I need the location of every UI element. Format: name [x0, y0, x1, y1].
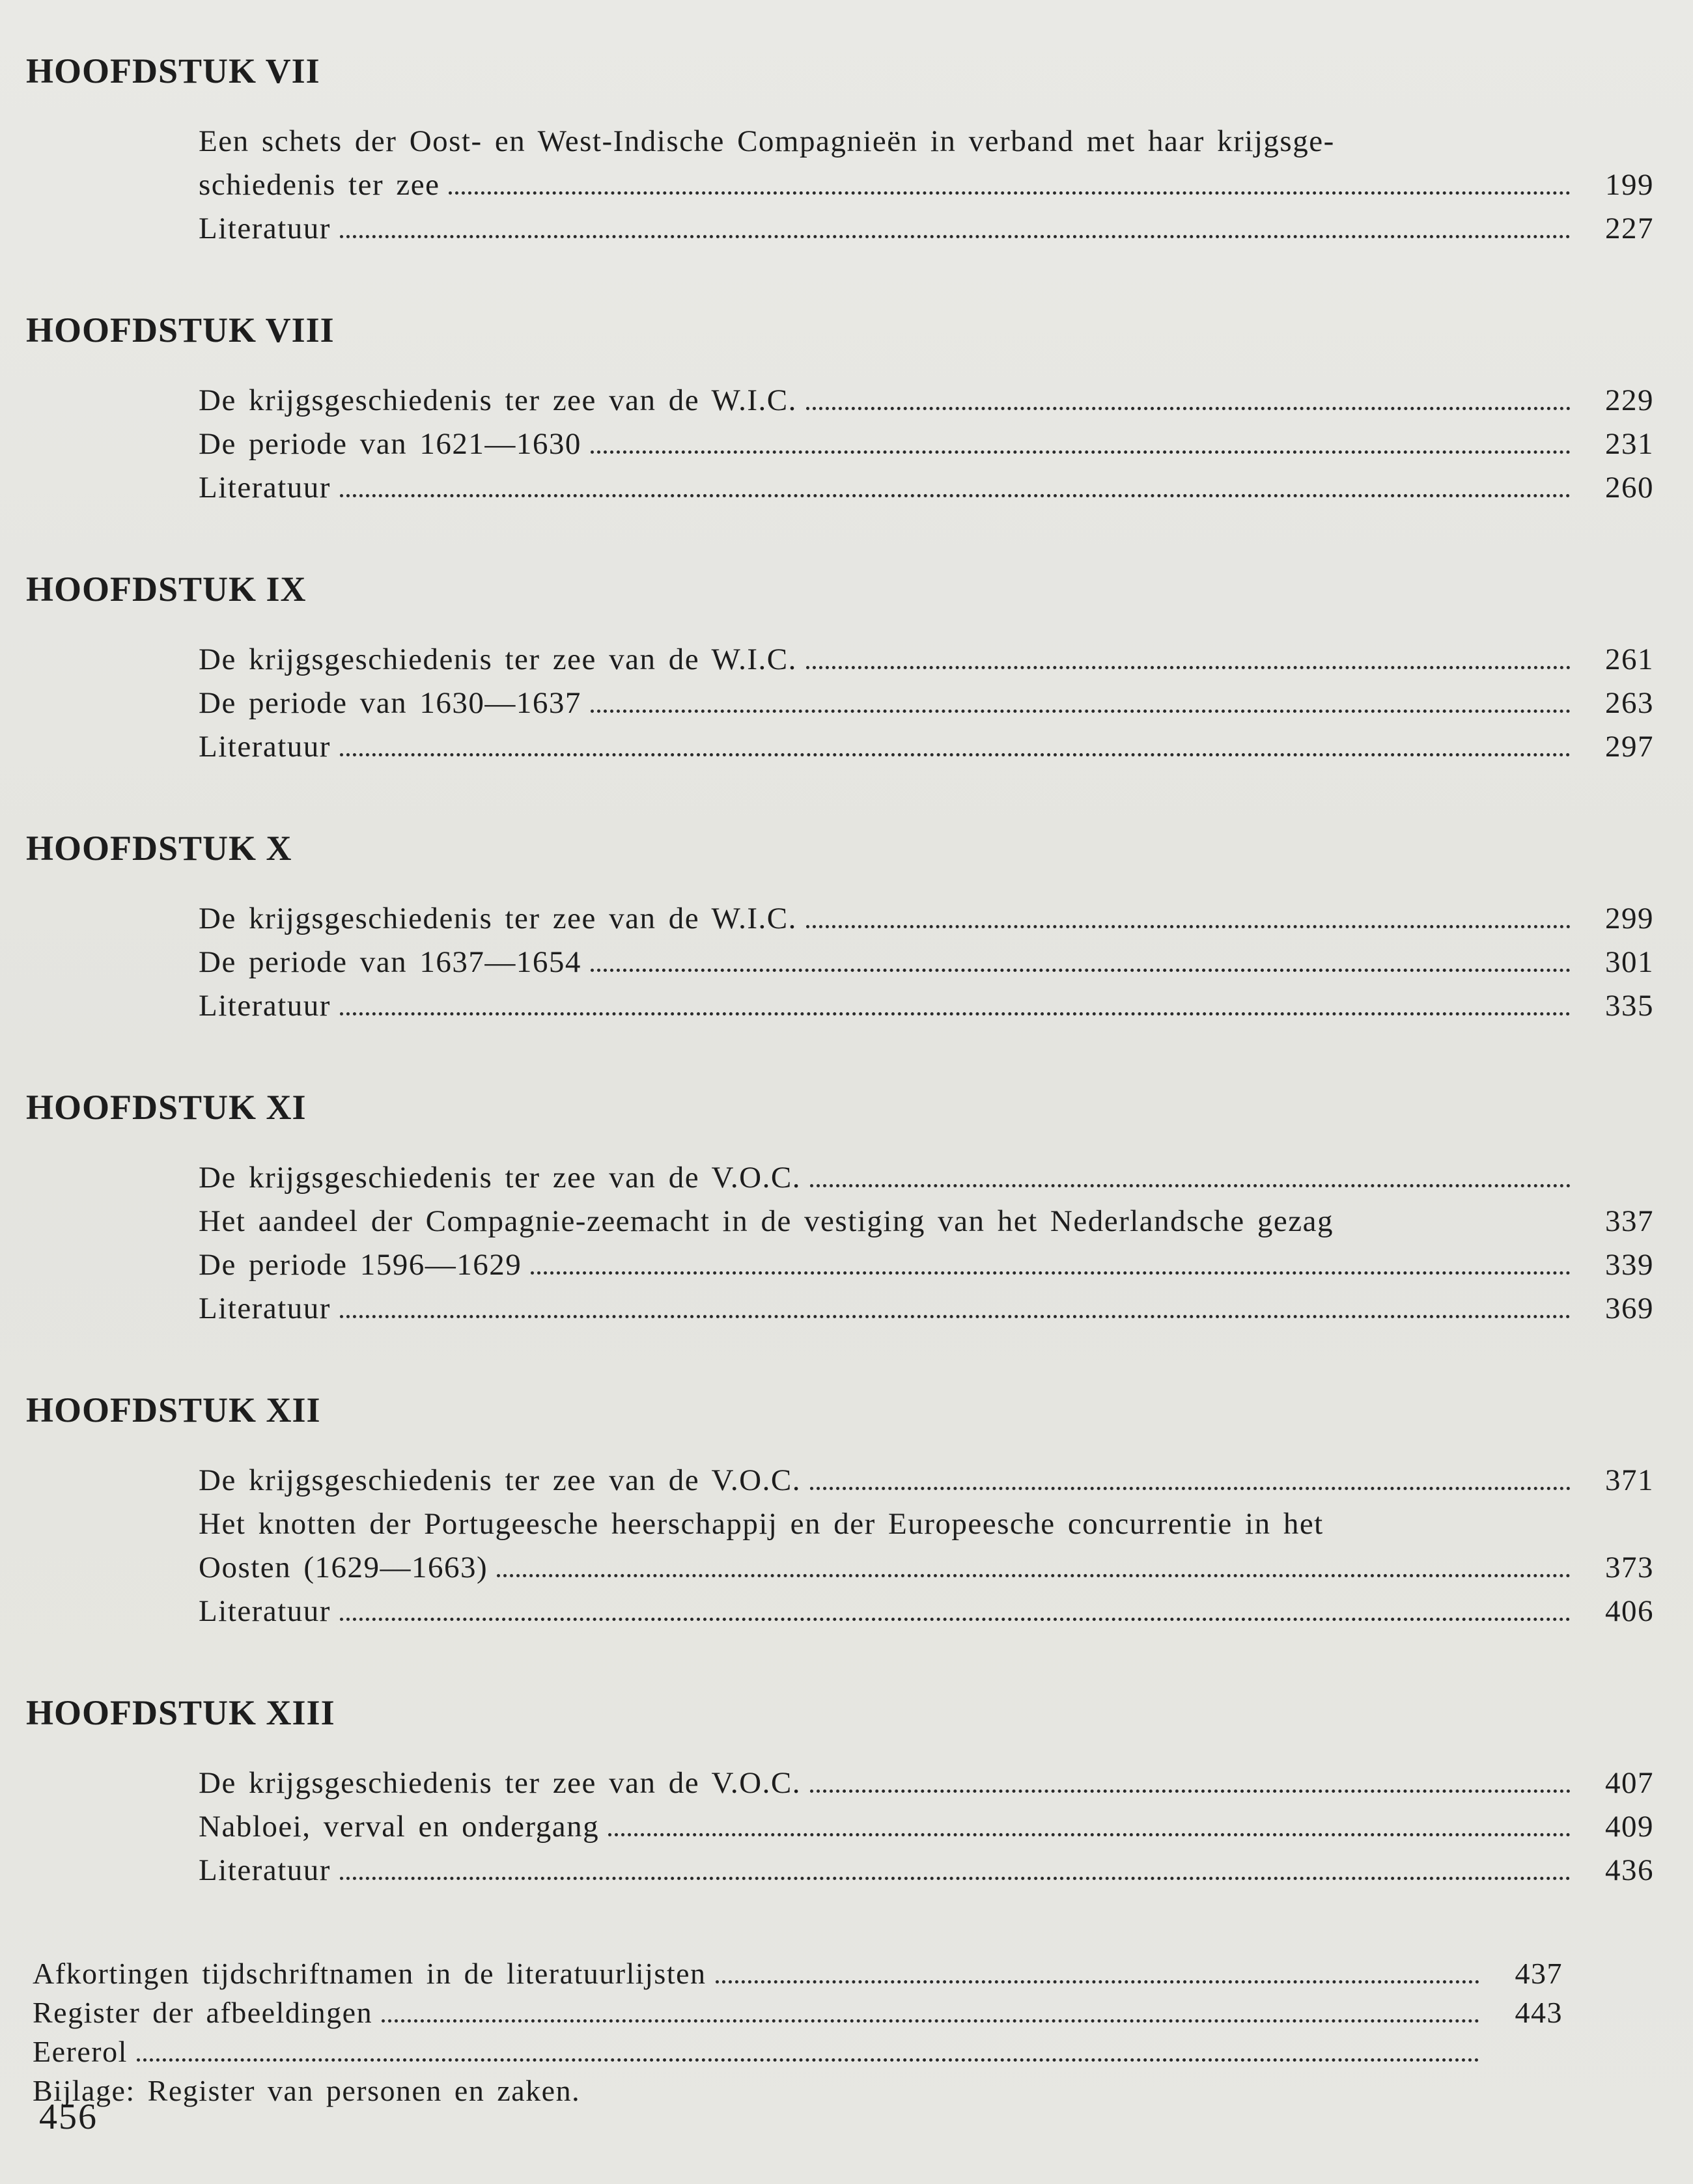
- toc-entry-title: Oosten (1629—1663): [199, 1551, 488, 1584]
- toc-entry-page: 369: [1605, 1292, 1654, 1325]
- dot-leader: [340, 1012, 1571, 1016]
- dot-leader: [497, 1574, 1571, 1577]
- dot-leader: [591, 450, 1571, 454]
- chapter-heading: HOOFDSTUK X: [26, 829, 292, 868]
- chapter-list: [26, 53, 1654, 1892]
- toc-entry-title: De krijgsgeschiedenis ter zee van de V.O.C.: [199, 1161, 801, 1195]
- toc-entry-last-line: [199, 1546, 1654, 1590]
- toc-entry: [199, 1200, 1654, 1243]
- toc-entry-title: De periode van 1637—1654: [199, 945, 581, 979]
- dot-leader: [531, 1271, 1571, 1275]
- toc-entry: [199, 1502, 1654, 1590]
- toc-entry-title: Literatuur: [199, 471, 331, 505]
- toc-entry-title: Literatuur: [199, 212, 331, 245]
- toc-entry-page: 227: [1605, 212, 1654, 245]
- dot-leader: [810, 1790, 1571, 1793]
- toc-entry: [199, 638, 1654, 682]
- toc-entry-title: De krijgsgeschiedenis ter zee van de W.I.C.: [199, 902, 797, 935]
- chapter-entries: [199, 379, 1654, 510]
- dot-leader: [806, 925, 1571, 928]
- dot-leader: [810, 1487, 1571, 1490]
- chapter-entries: [199, 638, 1654, 769]
- toc-entry-page: 231: [1605, 427, 1654, 461]
- dot-leader: [340, 1618, 1571, 1621]
- chapter-entries: [199, 897, 1654, 1028]
- toc-entry-title: Afkortingen tijdschriftnamen in de literatuurlijsten: [33, 1957, 707, 1990]
- toc-entry-page: 299: [1605, 902, 1654, 935]
- chapter-section: [26, 572, 1654, 769]
- toc-entry-page: 297: [1605, 730, 1654, 764]
- dot-leader: [806, 666, 1571, 669]
- toc-entry-page: 301: [1605, 945, 1654, 979]
- chapter-section: [26, 1695, 1654, 1892]
- toc-entry: [33, 1954, 1563, 1993]
- toc-entry: [199, 120, 1654, 207]
- toc-entry: [199, 1243, 1654, 1287]
- dot-leader: [608, 1833, 1571, 1836]
- toc-entry-page: 263: [1605, 686, 1654, 720]
- chapter-entries: [199, 120, 1654, 251]
- toc-entry-title: Literatuur: [199, 1853, 331, 1887]
- toc-entry-title: Nabloei, verval en ondergang: [199, 1810, 600, 1844]
- chapter-heading: HOOFDSTUK VIII: [26, 311, 335, 350]
- chapter-section: [26, 831, 1654, 1028]
- toc-entry-page: 443: [1515, 1996, 1563, 2029]
- chapter-section: [26, 53, 1654, 251]
- toc-entry: [199, 1590, 1654, 1633]
- toc-entry: [199, 1287, 1654, 1331]
- dot-leader: [340, 1877, 1571, 1880]
- dot-leader: [591, 969, 1571, 972]
- toc-entry-page: 371: [1605, 1463, 1654, 1497]
- toc-entry-title: Literatuur: [199, 1594, 331, 1628]
- toc-entry-page: 409: [1605, 1810, 1654, 1844]
- toc-entry-page: 199: [1605, 168, 1654, 202]
- chapter-section: [26, 1090, 1654, 1331]
- dot-leader: [810, 1184, 1571, 1187]
- dot-leader: [340, 753, 1571, 756]
- toc-entry-title: Eererol: [33, 2035, 128, 2068]
- toc-entry: [199, 682, 1654, 725]
- toc-entry: [199, 1762, 1654, 1805]
- dot-leader: [716, 1980, 1479, 1984]
- toc-entry: [199, 379, 1654, 422]
- dot-leader: [382, 2019, 1479, 2023]
- toc-entry: [199, 1805, 1654, 1849]
- chapter-section: [26, 312, 1654, 510]
- chapter-heading: HOOFDSTUK IX: [26, 570, 307, 609]
- toc-entry-page: 337: [1605, 1204, 1654, 1238]
- toc-entry-title: Bijlage: Register van personen en zaken.: [33, 2074, 581, 2107]
- toc-entry-title: schiedenis ter zee: [199, 168, 440, 202]
- toc-entry-page: 229: [1605, 383, 1654, 417]
- chapter-heading: HOOFDSTUK XIII: [26, 1693, 335, 1732]
- toc-entry-title: Literatuur: [199, 989, 331, 1023]
- toc-entry-page: 261: [1605, 643, 1654, 676]
- toc-entry-page: 373: [1605, 1551, 1654, 1584]
- toc-entry: [199, 1156, 1654, 1200]
- toc-entry: [199, 941, 1654, 984]
- toc-entry-title: De krijgsgeschiedenis ter zee van de W.I.C.: [199, 383, 797, 417]
- toc-entry-title: De periode 1596—1629: [199, 1248, 522, 1282]
- chapter-entries: [199, 1459, 1654, 1633]
- dot-leader: [137, 2058, 1479, 2062]
- toc-entry-title-line: Een schets der Oost- en West-Indische Compagnieën in verband met haar krijgsge-: [199, 124, 1335, 158]
- toc-entry: [199, 897, 1654, 941]
- chapter-heading: HOOFDSTUK VII: [26, 51, 320, 90]
- toc-entry-page: 260: [1605, 471, 1654, 505]
- toc-entry-title: De krijgsgeschiedenis ter zee van de V.O.C.: [199, 1766, 801, 1800]
- toc-entry-page: 339: [1605, 1248, 1654, 1282]
- page-number: 456: [39, 2097, 98, 2137]
- chapter-heading: HOOFDSTUK XII: [26, 1390, 321, 1430]
- toc-entry-title: De krijgsgeschiedenis ter zee van de W.I.C.: [199, 643, 797, 676]
- dot-leader: [340, 1315, 1571, 1318]
- toc-entry: [199, 1459, 1654, 1502]
- toc-entry-page: 406: [1605, 1594, 1654, 1628]
- toc-entry: [199, 422, 1654, 466]
- toc-entry-page: 407: [1605, 1766, 1654, 1800]
- toc-entry: [199, 984, 1654, 1028]
- toc-entry-title: Register der afbeeldingen: [33, 1996, 373, 2029]
- toc-entry-title: De periode van 1621—1630: [199, 427, 581, 461]
- toc-entry: [33, 1993, 1563, 2032]
- chapter-entries: [199, 1762, 1654, 1892]
- toc-entry-title-line: Het knotten der Portugeesche heerschappij en der Europeesche concurrentie in het: [199, 1507, 1324, 1541]
- chapter-section: [26, 1392, 1654, 1633]
- dot-leader: [340, 494, 1571, 497]
- dot-leader: [340, 235, 1571, 238]
- toc-entry: [199, 725, 1654, 769]
- chapter-heading: HOOFDSTUK XI: [26, 1088, 307, 1127]
- dot-leader: [449, 191, 1571, 195]
- chapter-entries: [199, 1156, 1654, 1331]
- toc-entry-page: 436: [1605, 1853, 1654, 1887]
- toc-entry: [33, 2032, 1563, 2071]
- toc-entry-title: Literatuur: [199, 730, 331, 764]
- toc-entry: [199, 466, 1654, 510]
- toc-entry-title: De krijgsgeschiedenis ter zee van de V.O.C.: [199, 1463, 801, 1497]
- toc-entry: [199, 207, 1654, 251]
- dot-leader: [591, 710, 1571, 713]
- toc-entry: [199, 1849, 1654, 1892]
- backmatter-list: [33, 1954, 1563, 2110]
- toc-entry-page: 335: [1605, 989, 1654, 1023]
- toc-entry-title: Literatuur: [199, 1292, 331, 1325]
- toc-entry: [33, 2071, 1563, 2110]
- toc-entry-title: Het aandeel der Compagnie-zeemacht in de vestiging van het Nederlandsche gezag: [199, 1204, 1334, 1238]
- toc-entry-last-line: [199, 163, 1654, 207]
- toc-entry-title: De periode van 1630—1637: [199, 686, 581, 720]
- dot-leader: [806, 407, 1571, 410]
- toc-entry-page: 437: [1515, 1957, 1563, 1990]
